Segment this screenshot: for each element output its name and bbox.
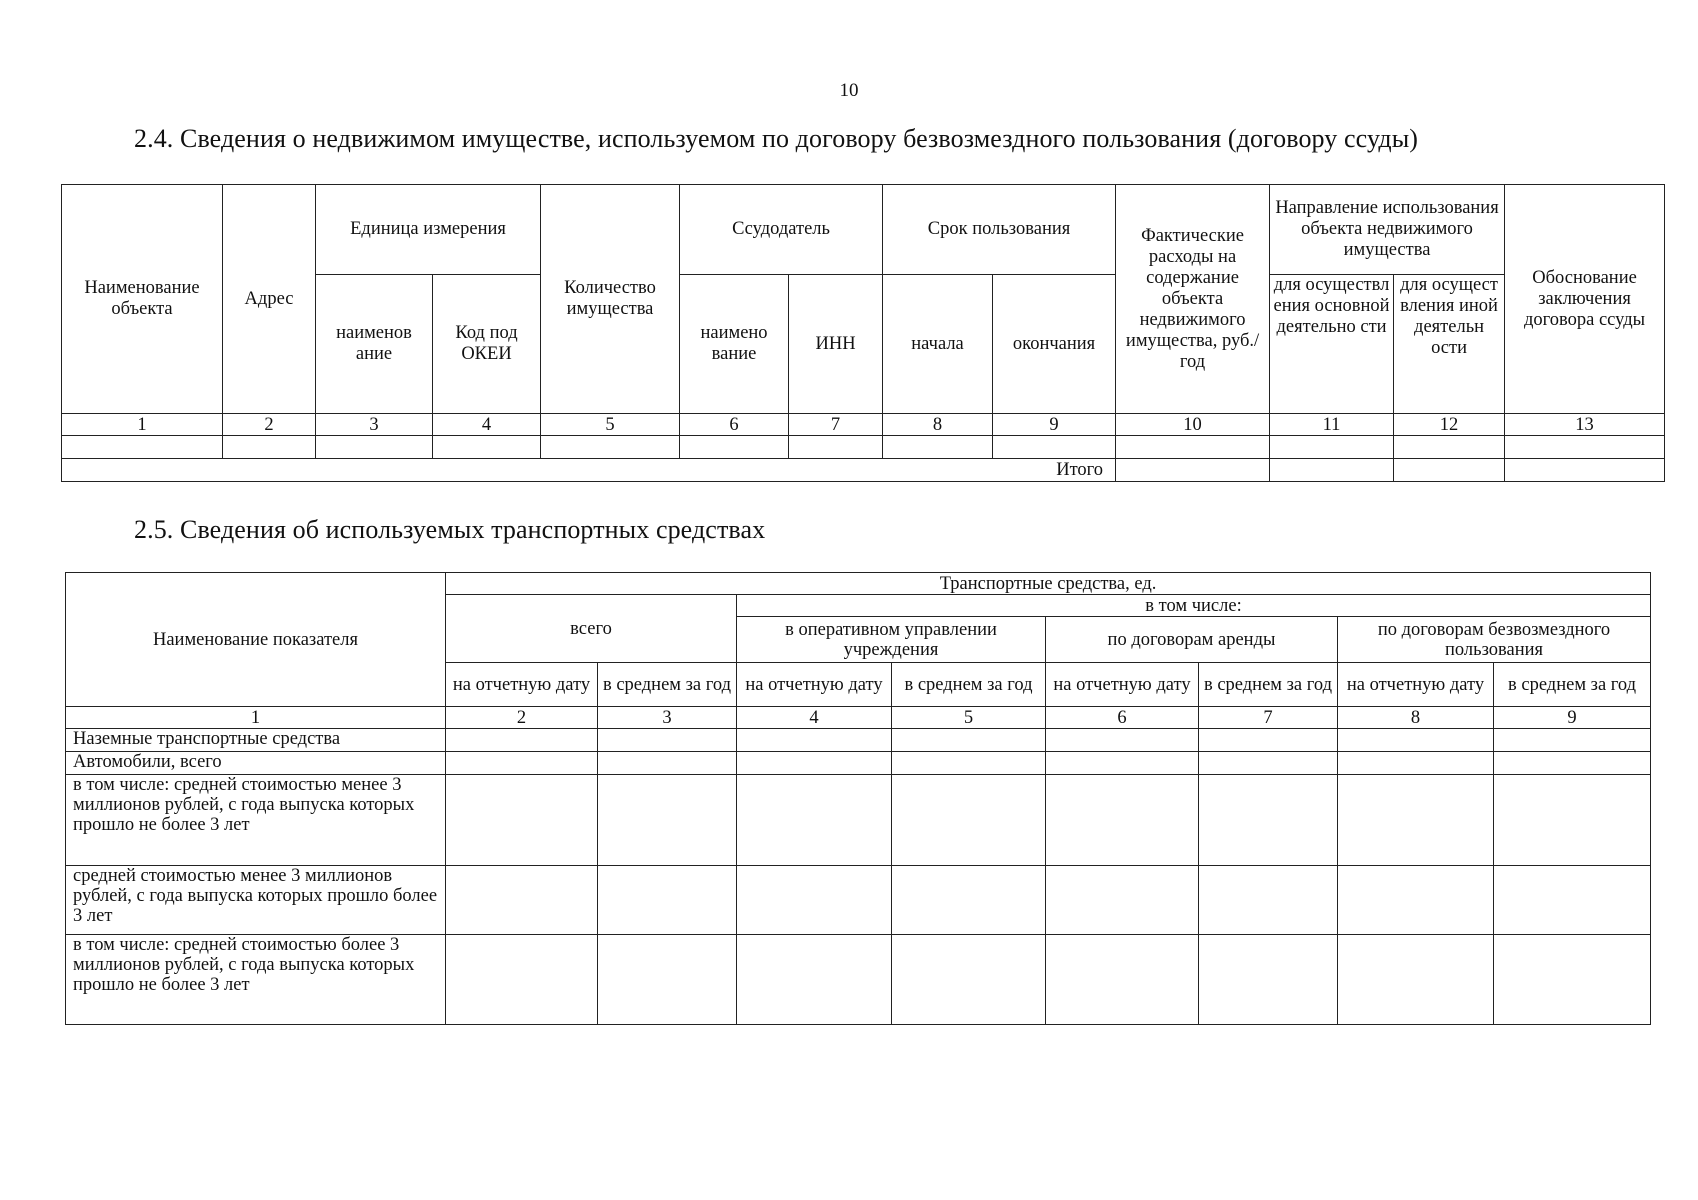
column-number: 7 (1199, 707, 1338, 729)
empty-cell[interactable] (446, 866, 598, 935)
empty-cell[interactable] (1338, 775, 1494, 866)
table-row (66, 866, 1651, 935)
header-quantity: Количество имущества (541, 185, 680, 414)
empty-cell[interactable] (598, 775, 737, 866)
empty-cell[interactable] (737, 935, 892, 1025)
column-number: 5 (892, 707, 1046, 729)
empty-cell[interactable] (1199, 752, 1338, 775)
header-direction: Направление использования объекта недвижимого имущества (1270, 185, 1505, 275)
section-2-5-title: 2.5. Сведения об используемых транспортных средствах (134, 515, 766, 544)
header-term-start: начала (883, 275, 993, 414)
column-number: 6 (680, 414, 789, 436)
empty-cell[interactable] (892, 775, 1046, 866)
empty-cell[interactable] (737, 866, 892, 935)
empty-cell[interactable] (737, 729, 892, 752)
column-number: 4 (737, 707, 892, 729)
header-including: в том числе: (737, 595, 1651, 617)
real-estate-table (61, 184, 1665, 482)
header-lender: Ссудодатель (680, 185, 883, 275)
header-vehicles: Транспортные средства, ед. (446, 573, 1651, 595)
table-row (62, 436, 1665, 459)
header-free-use: по договорам безвозмездного пользования (1338, 617, 1651, 663)
column-number: 9 (993, 414, 1116, 436)
header-on-date: на отчетную дату (446, 663, 598, 707)
column-number: 9 (1494, 707, 1651, 729)
header-direction-other: для осущест вления иной деятельн ости (1394, 275, 1505, 414)
empty-cell[interactable] (1338, 752, 1494, 775)
empty-cell[interactable] (446, 775, 598, 866)
empty-cell[interactable] (1394, 459, 1505, 482)
empty-cell[interactable] (1338, 866, 1494, 935)
empty-cell[interactable] (737, 752, 892, 775)
empty-cell[interactable] (892, 752, 1046, 775)
empty-cell[interactable] (1494, 866, 1651, 935)
empty-cell[interactable] (316, 436, 433, 459)
empty-cell[interactable] (1116, 459, 1270, 482)
row-label: в том числе: средней стоимостью более 3 миллионов рублей, с года выпуска которых прошло не более 3 лет (66, 935, 446, 1025)
column-number: 1 (62, 414, 223, 436)
empty-cell[interactable] (1494, 729, 1651, 752)
header-indicator: Наименование показателя (66, 573, 446, 707)
empty-cell[interactable] (598, 935, 737, 1025)
total-label: Итого (62, 459, 1116, 482)
header-unit-code: Код под ОКЕИ (433, 275, 541, 414)
header-lease: по договорам аренды (1046, 617, 1338, 663)
row-label: Автомобили, всего (66, 752, 446, 775)
empty-cell[interactable] (446, 935, 598, 1025)
empty-cell[interactable] (1116, 436, 1270, 459)
total-row (62, 459, 1665, 482)
empty-cell[interactable] (1046, 729, 1199, 752)
empty-cell[interactable] (62, 436, 223, 459)
section-2-4-title: 2.4. Сведения о недвижимом имуществе, используемом по договору безвозмездного пользования (договору ссуды) (134, 124, 1419, 153)
header-address: Адрес (223, 185, 316, 414)
empty-cell[interactable] (1046, 935, 1199, 1025)
empty-cell[interactable] (1505, 459, 1665, 482)
column-number: 5 (541, 414, 680, 436)
header-expenses: Фактические расходы на содержание объекта недвижимого имущества, руб./год (1116, 185, 1270, 414)
column-number: 8 (1338, 707, 1494, 729)
column-number: 4 (433, 414, 541, 436)
empty-cell[interactable] (598, 729, 737, 752)
column-number: 13 (1505, 414, 1665, 436)
empty-cell[interactable] (1494, 935, 1651, 1025)
column-number: 2 (223, 414, 316, 436)
header-on-date: на отчетную дату (1338, 663, 1494, 707)
empty-cell[interactable] (1494, 775, 1651, 866)
empty-cell[interactable] (1270, 459, 1394, 482)
empty-cell[interactable] (1199, 935, 1338, 1025)
empty-cell[interactable] (1199, 729, 1338, 752)
column-number: 10 (1116, 414, 1270, 436)
header-avg-year: в среднем за год (892, 663, 1046, 707)
column-number: 12 (1394, 414, 1505, 436)
header-avg-year: в среднем за год (598, 663, 737, 707)
column-number: 7 (789, 414, 883, 436)
row-label: Наземные транспортные средства (66, 729, 446, 752)
empty-cell[interactable] (993, 436, 1116, 459)
empty-cell[interactable] (892, 935, 1046, 1025)
empty-cell[interactable] (541, 436, 680, 459)
column-number: 1 (66, 707, 446, 729)
empty-cell[interactable] (446, 729, 598, 752)
empty-cell[interactable] (598, 752, 737, 775)
row-label: в том числе: средней стоимостью менее 3 миллионов рублей, с года выпуска которых прошло не более 3 лет (66, 775, 446, 866)
empty-cell[interactable] (1046, 775, 1199, 866)
empty-cell[interactable] (892, 866, 1046, 935)
empty-cell[interactable] (737, 775, 892, 866)
table-row (66, 729, 1651, 752)
empty-cell[interactable] (1199, 775, 1338, 866)
header-object-name: Наименование объекта (62, 185, 223, 414)
empty-cell[interactable] (1046, 866, 1199, 935)
header-unit: Единица измерения (316, 185, 541, 275)
empty-cell[interactable] (1338, 935, 1494, 1025)
header-on-date: на отчетную дату (1046, 663, 1199, 707)
empty-cell[interactable] (223, 436, 316, 459)
empty-cell[interactable] (598, 866, 737, 935)
table-row (66, 752, 1651, 775)
empty-cell[interactable] (1494, 752, 1651, 775)
header-total: всего (446, 595, 737, 663)
empty-cell[interactable] (446, 752, 598, 775)
page-number: 10 (839, 80, 859, 101)
empty-cell[interactable] (1505, 436, 1665, 459)
header-on-date: на отчетную дату (737, 663, 892, 707)
header-term: Срок пользования (883, 185, 1116, 275)
empty-cell[interactable] (1394, 436, 1505, 459)
header-unit-name: наименов ание (316, 275, 433, 414)
column-number: 3 (598, 707, 737, 729)
header-avg-year: в среднем за год (1494, 663, 1651, 707)
empty-cell[interactable] (680, 436, 789, 459)
empty-cell[interactable] (789, 436, 883, 459)
column-number: 6 (1046, 707, 1199, 729)
row-label: средней стоимостью менее 3 миллионов рублей, с года выпуска которых прошло более 3 лет (66, 866, 446, 935)
vehicles-table (65, 572, 1651, 1025)
empty-cell[interactable] (892, 729, 1046, 752)
empty-cell[interactable] (1338, 729, 1494, 752)
header-direction-main: для осуществл ения основной деятельно сти (1270, 275, 1394, 414)
empty-cell[interactable] (1046, 752, 1199, 775)
header-term-end: окончания (993, 275, 1116, 414)
header-avg-year: в среднем за год (1199, 663, 1338, 707)
empty-cell[interactable] (883, 436, 993, 459)
table-row (66, 935, 1651, 1025)
table-row (66, 775, 1651, 866)
header-basis: Обоснование заключения договора ссуды (1505, 185, 1665, 414)
empty-cell[interactable] (1199, 866, 1338, 935)
header-operational: в оперативном управлении учреждения (737, 617, 1046, 663)
empty-cell[interactable] (433, 436, 541, 459)
empty-cell[interactable] (1270, 436, 1394, 459)
column-number: 3 (316, 414, 433, 436)
column-number: 8 (883, 414, 993, 436)
column-number: 11 (1270, 414, 1394, 436)
header-lender-name: наимено вание (680, 275, 789, 414)
column-number: 2 (446, 707, 598, 729)
header-lender-inn: ИНН (789, 275, 883, 414)
